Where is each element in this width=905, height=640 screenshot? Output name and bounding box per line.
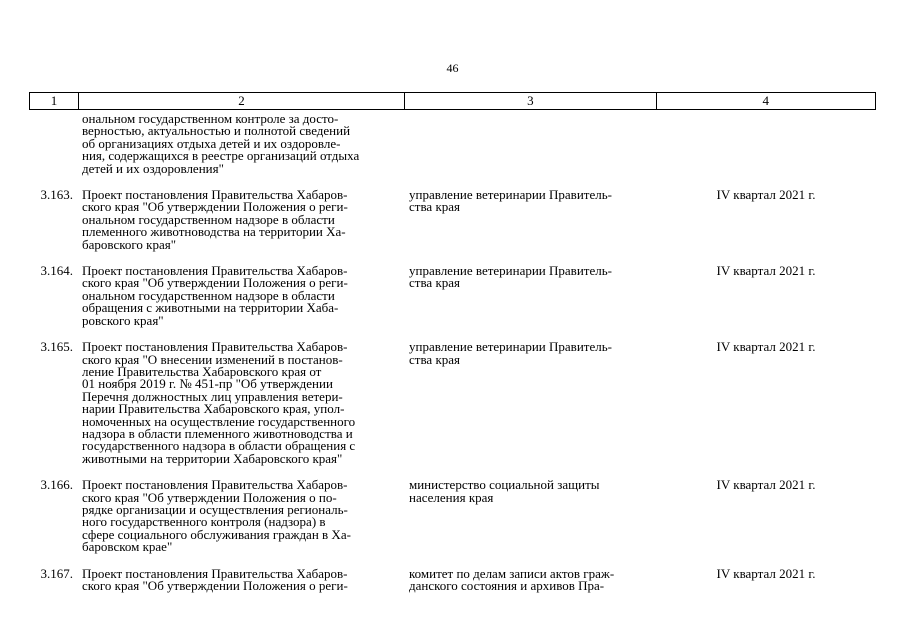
title-line: ного государственного контроля (надзора) в <box>82 514 326 530</box>
header-cell-3: 3 <box>404 93 655 109</box>
title-line: номоченных на осуществление государственного <box>82 413 356 429</box>
row-number <box>29 113 73 175</box>
header-cell-1: 1 <box>50 93 58 108</box>
responsible-department <box>404 113 656 175</box>
document-title <box>73 341 404 465</box>
title-line: 01 ноября 2019 г. № 451-пр "Об утверждении <box>82 376 333 392</box>
department-line: ства края <box>409 275 461 291</box>
title-line: баровского края" <box>82 236 177 252</box>
department-line: министерство социальной защиты <box>409 477 600 493</box>
title-line: племенного животноводства на территории Ха- <box>82 224 346 240</box>
title-line: нарии Правительства Хабаровского края, упол- <box>82 401 345 417</box>
row-number: 3.164. <box>40 263 73 279</box>
document-title <box>73 189 404 251</box>
title-line: ского края "Об утверждении Положения о реги- <box>82 199 348 215</box>
row-number: 3.166. <box>40 477 73 493</box>
title-line: ского края "Об утверждении Положения о реги- <box>82 578 348 593</box>
title-line: Проект постановления Правительства Хабаров- <box>82 187 348 203</box>
department-line: населения края <box>409 489 494 505</box>
department-line: управление ветеринарии Правитель- <box>409 263 612 279</box>
deadline <box>656 113 876 175</box>
department-line: ства края <box>409 199 461 215</box>
table-row <box>29 113 876 175</box>
title-line: ского края "Об утверждении Положения о реги- <box>82 275 348 291</box>
title-line: ональном государственном надзоре в области <box>82 287 335 303</box>
title-line: надзора в области племенного животноводства и <box>82 425 353 441</box>
table-row <box>29 565 876 593</box>
deadline: IV квартал 2021 г. <box>716 565 816 581</box>
department-line: комитет по делам записи актов граж- <box>409 565 615 581</box>
title-line: об организациях отдыха детей и их оздоровле- <box>82 135 341 151</box>
document-title <box>73 565 404 593</box>
title-line: Проект постановления Правительства Хабаров- <box>82 565 348 581</box>
title-line: государственного надзора в области обращения с <box>82 438 356 454</box>
title-line: Проект постановления Правительства Хабаров- <box>82 263 348 279</box>
document-title <box>73 479 404 553</box>
table-row <box>29 479 876 553</box>
title-line: ния, содержащихся в реестре организаций отдыха <box>82 148 360 164</box>
title-line: верностью, актуальностью и полнотой сведений <box>82 123 351 139</box>
responsible-department <box>404 565 656 593</box>
table-row <box>29 265 876 327</box>
title-line: ского края "О внесении изменений в постанов- <box>82 351 343 367</box>
page-number: 46 <box>446 61 459 75</box>
deadline: IV квартал 2021 г. <box>716 263 816 279</box>
title-line: ональном государственном надзоре в области <box>82 211 335 227</box>
responsible-department <box>404 189 656 251</box>
title-line: детей и их оздоровления" <box>82 160 224 176</box>
table-row <box>29 341 876 465</box>
table-body <box>29 113 876 592</box>
department-line: управление ветеринарии Правитель- <box>409 187 612 203</box>
title-line: Перечня должностных лиц управления ветери- <box>82 388 343 404</box>
title-line: Проект постановления Правительства Хабаров- <box>82 339 348 355</box>
department-line: ства края <box>409 351 461 367</box>
header-cell-2: 2 <box>78 93 404 109</box>
header-cell-4: 4 <box>656 93 875 109</box>
table-header <box>29 92 876 110</box>
row-number: 3.163. <box>40 187 73 203</box>
table-row <box>29 189 876 251</box>
department-line: данского состояния и архивов Пра- <box>409 578 605 593</box>
row-number: 3.167. <box>40 565 73 581</box>
responsible-department <box>404 479 656 553</box>
deadline: IV квартал 2021 г. <box>716 187 816 203</box>
responsible-department <box>404 341 656 465</box>
title-line: ональном государственном контроле за досто- <box>82 111 339 126</box>
document-title <box>73 265 404 327</box>
document-title <box>73 113 404 175</box>
row-number: 3.165. <box>40 339 73 355</box>
title-line: баровском крае" <box>82 539 173 555</box>
title-line: ровского края" <box>82 312 164 328</box>
responsible-department <box>404 265 656 327</box>
title-line: сфере социального обслуживания граждан в Ха- <box>82 526 351 542</box>
title-line: ление Правительства Хабаровского края от <box>82 363 322 379</box>
title-line: животными на территории Хабаровского края" <box>82 450 343 466</box>
deadline: IV квартал 2021 г. <box>716 477 816 493</box>
deadline: IV квартал 2021 г. <box>716 339 816 355</box>
title-line: ского края "Об утверждении Положения о по- <box>82 489 337 505</box>
title-line: Проект постановления Правительства Хабаров- <box>82 477 348 493</box>
title-line: рядке организации и осуществления региональ- <box>82 501 348 517</box>
department-line: управление ветеринарии Правитель- <box>409 339 612 355</box>
title-line: обращения с животными на территории Хаба- <box>82 300 339 316</box>
